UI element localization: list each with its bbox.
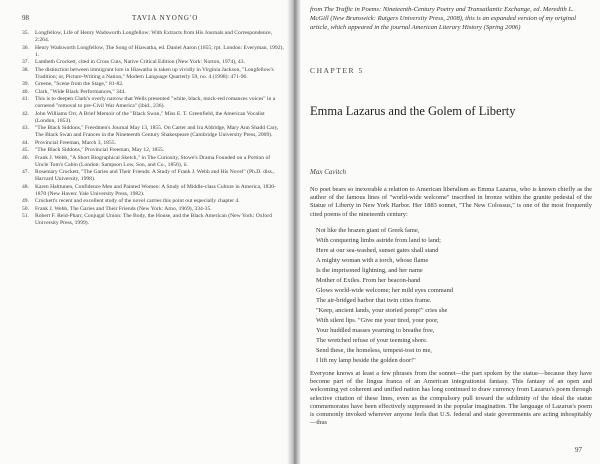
endnote-text: Robert F. Reid-Pharr, Conjugal Union: The Body, the House, and the Black American (New York: Oxford University Press, 1999). [35, 213, 272, 226]
running-title: TAVIA NYONG'O [132, 14, 199, 22]
endnote-number: 38. [22, 66, 29, 73]
endnote [22, 206, 284, 213]
endnote-number: 51. [22, 213, 29, 219]
endnote [22, 59, 284, 66]
endnote-number: 36. [22, 44, 29, 51]
endnote-number: 41. [22, 96, 29, 102]
chapter-title: Emma Lazarus and the Golem of Liberty [310, 104, 516, 118]
endnote-number: 42. [22, 110, 29, 117]
book-gutter [287, 0, 301, 464]
poem-line: With silent lips. "Give me your tired, your poor, [316, 317, 439, 324]
endnote-text: Frank J. Webb, The Garies and Their Friends (New York: Arno, 1969), 334-35. [35, 205, 212, 212]
source-note: from The Traffic in Poems: Nineteenth-Century Poetry and Transatlantic Exchange, ed. Meredith L. McGill (New Brunswick: Rutgers University Press, 2008), this is an expanded version of my original article, which appeared in the journal American Literary History (Spring 2006) [310, 6, 577, 31]
endnote [22, 198, 284, 205]
endnote-text: Longfellow, Life of Henry Wadsworth Longfellow: With Extracts from His Journals and Correspondence, 2:264. [35, 30, 273, 43]
poem-line: A mighty woman with a torch, whose flame [316, 257, 429, 264]
endnote-text: Frank J. Webb, "A Short Biographical Sketch," in The Curiosity, Stowe's Drama Founded on a Portion of Uncle Tom's Cabin (London: Sampson Low, Son, and Co., 1856), ii. [35, 154, 271, 168]
endnote [22, 213, 284, 227]
endnote-text: Henry Wadsworth Longfellow, The Song of Hiawatha, ed. Daniel Aaron (1855; rpt. London: Everyman, 1992), 1. [35, 44, 284, 58]
endnote-text: Lambeth Crockett, cited in Cross Cuts, Native Critical Edition (New York: Norton, 1974), 43. [35, 59, 245, 65]
endnote-number: 40. [22, 88, 29, 95]
endnote-number: 49. [22, 198, 29, 204]
poem-line: Send these, the homeless, tempest-tost to me, [316, 347, 432, 354]
endnote-number: 35. [22, 30, 29, 36]
poem-line: Mother of Exiles. From her beacon-hand [316, 277, 421, 284]
endnote-text: "The Black Siddons," Provincial Freeman, May 12, 1855. [35, 147, 165, 153]
endnote [22, 140, 284, 147]
endnote-number: 43. [22, 125, 29, 131]
endnote [22, 81, 284, 88]
poem-line: Glows world-wide welcome; her mild eyes command [316, 287, 454, 294]
endnote [22, 89, 284, 96]
endnote [22, 155, 284, 169]
endnote-number: 50. [22, 205, 29, 212]
poem-line: Not like the brazen giant of Greek fame, [316, 227, 420, 234]
endnote-text: Karen Halttunen, Confidence Men and Painted Women: A Study of Middle-class Culture in America, 1830-1870 (New Haven: Yale University Press, 1982). [35, 183, 276, 197]
endnote [22, 184, 284, 198]
endnote-text: "The Black Siddons," Freedmen's Journal May 13, 1855. On Carter and Ira Aldridge, Mary Ann Shadd Cary, The Black Swan and Frances in the Nineteenth Century Shakespeare (Cambridge University Press, 2009). [35, 125, 279, 138]
endnote-number: 45. [22, 147, 29, 153]
chapter-label: CHAPTER 5 [310, 66, 364, 75]
endnote-number: 46. [22, 154, 29, 161]
endnote-text: Rosemary Crockett, "The Garies and Their Friends: A Study of Frank J. Webb and His Novel" (Ph.D. diss., Harvard University, 1998). [35, 169, 275, 182]
body-paragraph: Everyone knows at least a few phrases from the sonnet—the part spoken by the statue—because they have become part of the lingua franca of an American integrationist fantasy. This fantasy of an open and welcoming yet coherent and unified nation has long continued to draw currency from Lazarus's poem through selective citation of these lines, even as the compulsory pull toward the sublimity of the ideal the statue commemorates have been effectively suppressed in the popular imagination. The language of Lazarus's poem is commonly invoked wherever anyone feels that U.S. federal and state governments are acting inhospitably—thus [310, 370, 592, 427]
endnote-text: Clark, "Wide Black Performances," 344. [35, 88, 126, 95]
poem-line: The wretched refuse of your teeming shore. [316, 337, 428, 344]
endnote-text: John Williams Orr, A Brief Memoir of the "Black Swan," Miss E. T. Greenfield, the American Vocalist (London, 1853). [35, 110, 265, 124]
intro-paragraph: No poet bears so inexorable a relation to American liberalism as Emma Lazarus, who is known chiefly as the author of the famous lines of "world-wide welcome" inscribed in bronze within the granite pedestal of the Statue of Liberty in New York Harbor. Her 1883 sonnet, "The New Colossus," is one of the most frequently cited poems of the nineteenth century: [310, 186, 592, 218]
endnote-text: The distinction between immigrant lore in Hiawatha is taken up vividly in Virginia Jackson, "Longfellow's Tradition; or, Picture-Writing a Nation," Modern Language Quarterly 59, no. 4 (1998): 471-96. [35, 66, 274, 80]
endnote-number: 48. [22, 183, 29, 190]
endnote-text: Provincial Freeman, March 3, 1855. [35, 139, 116, 146]
poem-line: With conquering limbs astride from land to land; [316, 237, 441, 244]
poem-line: Here at our sea-washed, sunset gates shall stand [316, 247, 439, 254]
endnotes-list [22, 30, 284, 228]
poem-block [316, 226, 586, 366]
endnote-text: This is to deepen Clark's overly narrow that Wells presented "white, black, mock-red romances voices" in a cornered "removal to pre-Civil War America" (ibid., 236). [35, 96, 276, 109]
endnote [22, 169, 284, 183]
endnote [22, 147, 284, 154]
endnote-text: Crockett's recent and excellent study of the novel carries this point out especially chapter 4. [35, 198, 240, 204]
page-number-right: 97 [575, 446, 582, 454]
poem-line: "Keep, ancient lands, your storied pomp!" cries she [316, 307, 448, 314]
endnote [22, 111, 284, 125]
endnote-number: 39. [22, 81, 29, 87]
poem-line: The air-bridged harbor that twin cities frame. [316, 297, 432, 304]
endnote-text: Greene, "Scene from the Stage," 81-82. [35, 81, 124, 87]
page-number-left: 98 [22, 14, 29, 22]
running-head [22, 14, 280, 24]
endnote-number: 47. [22, 169, 29, 175]
endnote [22, 30, 284, 44]
poem-line: I lift my lamp beside the golden door!" [316, 357, 416, 364]
endnote [22, 96, 284, 110]
chapter-author: Max Cavitch [310, 168, 346, 176]
left-page [0, 0, 290, 464]
endnote [22, 45, 284, 59]
right-page [300, 0, 600, 464]
poem-line: Is the imprisoned lightning, and her name [316, 267, 423, 274]
endnote [22, 67, 284, 81]
endnote [22, 125, 284, 139]
endnote-number: 44. [22, 139, 29, 146]
poem-line: Your huddled masses yearning to breathe free, [316, 327, 435, 334]
endnote-number: 37. [22, 59, 29, 65]
